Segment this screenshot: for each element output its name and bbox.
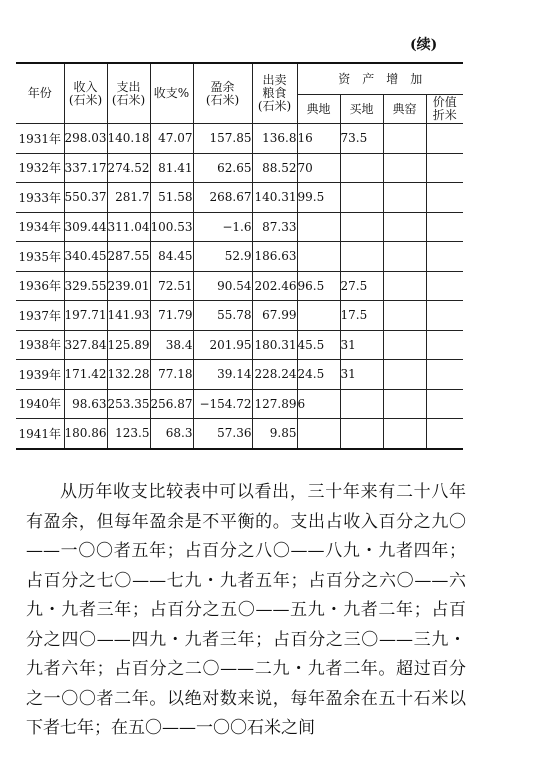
header-pawn-land: 典地 xyxy=(297,95,340,124)
table-cell: 67.99 xyxy=(252,301,297,331)
header-expense: 支出 (石米) xyxy=(107,63,150,124)
table-cell xyxy=(426,124,463,154)
table-cell xyxy=(383,419,426,449)
table-cell: 201.95 xyxy=(193,330,252,360)
table-cell: 228.24 xyxy=(252,360,297,390)
table-cell xyxy=(426,212,463,242)
table-cell: 17.5 xyxy=(340,301,383,331)
table-cell: 309.44 xyxy=(64,212,107,242)
table-cell: −154.72 xyxy=(193,389,252,419)
header-ratio: 收支% xyxy=(150,63,193,124)
table-cell: 132.28 xyxy=(107,360,150,390)
table-cell: 51.58 xyxy=(150,183,193,213)
table-cell: 1933年 xyxy=(16,183,64,213)
table-cell: 90.54 xyxy=(193,271,252,301)
table-cell: 550.37 xyxy=(64,183,107,213)
table-cell xyxy=(383,183,426,213)
table-cell xyxy=(426,271,463,301)
table-cell xyxy=(340,183,383,213)
table-cell: 1934年 xyxy=(16,212,64,242)
table-cell: 55.78 xyxy=(193,301,252,331)
table-cell xyxy=(297,301,340,331)
table-cell xyxy=(383,330,426,360)
table-cell: 311.04 xyxy=(107,212,150,242)
table-row xyxy=(16,389,463,419)
table-cell xyxy=(340,153,383,183)
table-cell: 27.5 xyxy=(340,271,383,301)
table-cell xyxy=(340,419,383,449)
table-cell: 1940年 xyxy=(16,389,64,419)
table-cell: 100.53 xyxy=(150,212,193,242)
table-cell: 1939年 xyxy=(16,360,64,390)
table-cell xyxy=(426,153,463,183)
table-cell: 70 xyxy=(297,153,340,183)
table-cell: 136.8 xyxy=(252,124,297,154)
table-cell: 329.55 xyxy=(64,271,107,301)
table-row xyxy=(16,330,463,360)
income-expense-table xyxy=(16,62,463,450)
table-cell: 62.65 xyxy=(193,153,252,183)
table-cell: 127.89 xyxy=(252,389,297,419)
table-cell: 84.45 xyxy=(150,242,193,272)
header-income: 收入 (石米) xyxy=(64,63,107,124)
table-cell: 45.5 xyxy=(297,330,340,360)
table-cell: 157.85 xyxy=(193,124,252,154)
table-cell xyxy=(426,389,463,419)
table-cell: 73.5 xyxy=(340,124,383,154)
table-cell: 77.18 xyxy=(150,360,193,390)
table-cell: 202.46 xyxy=(252,271,297,301)
header-pawn-kiln: 典窑 xyxy=(383,95,426,124)
table-cell: 256.87 xyxy=(150,389,193,419)
table-cell: 9.85 xyxy=(252,419,297,449)
table-cell xyxy=(297,242,340,272)
table-cell: 268.67 xyxy=(193,183,252,213)
table-cell: 38.4 xyxy=(150,330,193,360)
table-cell: 337.17 xyxy=(64,153,107,183)
table-cell: 6 xyxy=(297,389,340,419)
table-row xyxy=(16,271,463,301)
table-cell: 1938年 xyxy=(16,330,64,360)
table-cell: 180.86 xyxy=(64,419,107,449)
table-cell: 197.71 xyxy=(64,301,107,331)
table-row xyxy=(16,242,463,272)
table-cell xyxy=(383,389,426,419)
table-cell xyxy=(340,212,383,242)
table-cell: 1936年 xyxy=(16,271,64,301)
table-cell: 281.7 xyxy=(107,183,150,213)
table-cell: 239.01 xyxy=(107,271,150,301)
table-cell: 96.5 xyxy=(297,271,340,301)
table-cell: 39.14 xyxy=(193,360,252,390)
table-cell xyxy=(426,242,463,272)
table-cell: 16 xyxy=(297,124,340,154)
table-cell: 274.52 xyxy=(107,153,150,183)
table-cell: 1932年 xyxy=(16,153,64,183)
table-cell: 298.03 xyxy=(64,124,107,154)
table-cell: 47.07 xyxy=(150,124,193,154)
header-year: 年份 xyxy=(16,63,64,124)
table-cell xyxy=(426,330,463,360)
header-asset-increase: 资 产 增 加 xyxy=(297,63,463,95)
paragraph: 从历年收支比较表中可以看出，三十年来有二十八年有盈余，但每年盈余是不平衡的。支出占收入百分之九〇——一〇〇者五年；占百分之八〇——八九・九者四年；占百分之七〇——七九・九者五年；占百分之六〇——六九・九者三年；占百分之五〇——五九・九者二年；占百分之四〇——四九・九者三年；占百分之三〇——三九・九者六年；占百分之二〇——二九・九者二年。超过百分之一〇〇者二年。以绝对数来说，每年盈余在五十石米以下者七年；在五〇——一〇〇石米之间 xyxy=(26,482,466,738)
table-cell: 340.45 xyxy=(64,242,107,272)
table-cell: 1931年 xyxy=(16,124,64,154)
table-cell: 31 xyxy=(340,360,383,390)
table-cell: 287.55 xyxy=(107,242,150,272)
table-cell: 31 xyxy=(340,330,383,360)
table-cell: 98.63 xyxy=(64,389,107,419)
table-cell: 71.79 xyxy=(150,301,193,331)
table-cell: −1.6 xyxy=(193,212,252,242)
table-cell: 140.31 xyxy=(252,183,297,213)
table-cell: 81.41 xyxy=(150,153,193,183)
table-row xyxy=(16,419,463,449)
table-cell: 1941年 xyxy=(16,419,64,449)
table-cell xyxy=(340,389,383,419)
table-cell: 253.35 xyxy=(107,389,150,419)
table-cell: 180.31 xyxy=(252,330,297,360)
header-grain-sold: 出卖 粮食 (石米) xyxy=(252,63,297,124)
table-cell: 186.63 xyxy=(252,242,297,272)
table-cell xyxy=(426,301,463,331)
table-cell: 327.84 xyxy=(64,330,107,360)
table-cell: 123.5 xyxy=(107,419,150,449)
header-value-rice: 价值 折米 xyxy=(426,95,463,124)
table-cell: 99.5 xyxy=(297,183,340,213)
table-row xyxy=(16,153,463,183)
table-cell xyxy=(383,153,426,183)
table-row xyxy=(16,183,463,213)
header-surplus: 盈余 (石米) xyxy=(193,63,252,124)
table-cell xyxy=(383,360,426,390)
table-cell xyxy=(426,360,463,390)
table-cell xyxy=(383,242,426,272)
table-cell xyxy=(297,212,340,242)
table-cell xyxy=(426,183,463,213)
table-cell xyxy=(383,124,426,154)
table-cell: 1935年 xyxy=(16,242,64,272)
continued-label: (续) xyxy=(410,37,438,53)
table-row xyxy=(16,212,463,242)
table-cell: 125.89 xyxy=(107,330,150,360)
table-row xyxy=(16,301,463,331)
table-cell: 140.18 xyxy=(107,124,150,154)
table-cell: 52.9 xyxy=(193,242,252,272)
table-cell: 57.36 xyxy=(193,419,252,449)
table-cell: 1937年 xyxy=(16,301,64,331)
table-cell: 171.42 xyxy=(64,360,107,390)
table-cell xyxy=(297,419,340,449)
table-cell: 87.33 xyxy=(252,212,297,242)
table-cell: 141.93 xyxy=(107,301,150,331)
table-cell xyxy=(383,271,426,301)
table-cell: 72.51 xyxy=(150,271,193,301)
header-buy-land: 买地 xyxy=(340,95,383,124)
table-cell xyxy=(426,419,463,449)
table-cell: 24.5 xyxy=(297,360,340,390)
table-cell: 68.3 xyxy=(150,419,193,449)
table-row xyxy=(16,360,463,390)
table-row xyxy=(16,124,463,154)
table-cell: 88.52 xyxy=(252,153,297,183)
table-cell xyxy=(383,212,426,242)
table-cell xyxy=(340,242,383,272)
table-cell xyxy=(383,301,426,331)
body-text xyxy=(26,478,466,744)
